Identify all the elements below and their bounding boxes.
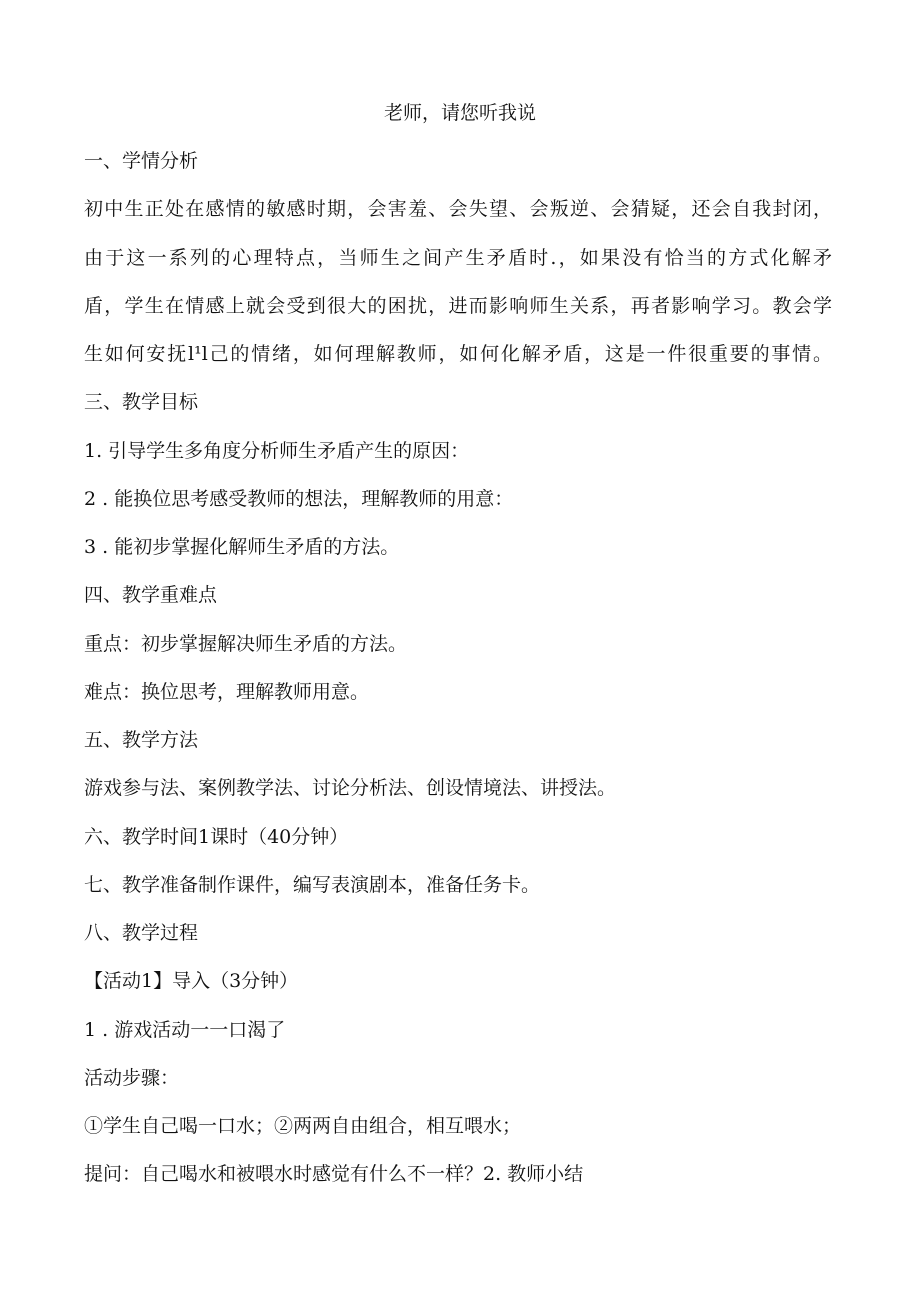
- document-title: 老师，请您听我说: [383, 102, 536, 124]
- heading-teaching-methods: 五、教学方法: [84, 729, 199, 751]
- paragraph-line: 由于这一系列的心理特点，当师生之间产生矛盾时.，如果没有恰当的方式化解矛: [84, 247, 832, 269]
- heading-key-points: 四、教学重难点: [84, 584, 218, 606]
- heading-teaching-time: 六、教学时间1课时（40分钟）: [84, 826, 349, 848]
- paragraph-line: 生如何安抚l¹l己的情绪，如何理解教师，如何化解矛盾，这是一件很重要的事情。: [84, 343, 832, 365]
- activity-question: 提问：自己喝水和被喂水时感觉有什么不一样？2. 教师小结: [84, 1163, 584, 1185]
- paragraph-line: 盾，学生在情感上就会受到很大的困扰，进而影响师生关系，再者影响学习。教会学: [84, 295, 832, 317]
- key-point: 重点：初步掌握解决师生矛盾的方法。: [84, 633, 408, 655]
- heading-student-analysis: 一、学情分析: [84, 150, 199, 172]
- difficult-point: 难点：换位思考，理解教师用意。: [84, 681, 370, 703]
- activity-steps: ①学生自己喝一口水；②两两自由组合，相互喂水；: [84, 1115, 522, 1137]
- activity-steps-label: 活动步骤：: [84, 1067, 180, 1089]
- paragraph-line: 初中生正处在感情的敏感时期，会害羞、会失望、会叛逆、会猜疑，还会自我封闭，: [84, 198, 832, 220]
- heading-teaching-process: 八、教学过程: [84, 922, 199, 944]
- activity-heading: 【活动1】导入（3分钟）: [84, 970, 299, 992]
- methods-text: 游戏参与法、案例教学法、讨论分析法、创设情境法、讲授法。: [84, 777, 617, 799]
- heading-teaching-preparation: 七、教学准备制作课件，编写表演剧本，准备任务卡。: [84, 874, 541, 896]
- goal-item: 2 . 能换位思考感受教师的想法，理解教师的用意：: [84, 488, 514, 510]
- goal-item: 3 . 能初步掌握化解师生矛盾的方法。: [84, 536, 400, 558]
- goal-item: 1. 引导学生多角度分析师生矛盾产生的原因：: [84, 440, 470, 462]
- activity-item: 1 . 游戏活动一一口渴了: [84, 1019, 286, 1041]
- heading-teaching-goals: 三、教学目标: [84, 391, 199, 413]
